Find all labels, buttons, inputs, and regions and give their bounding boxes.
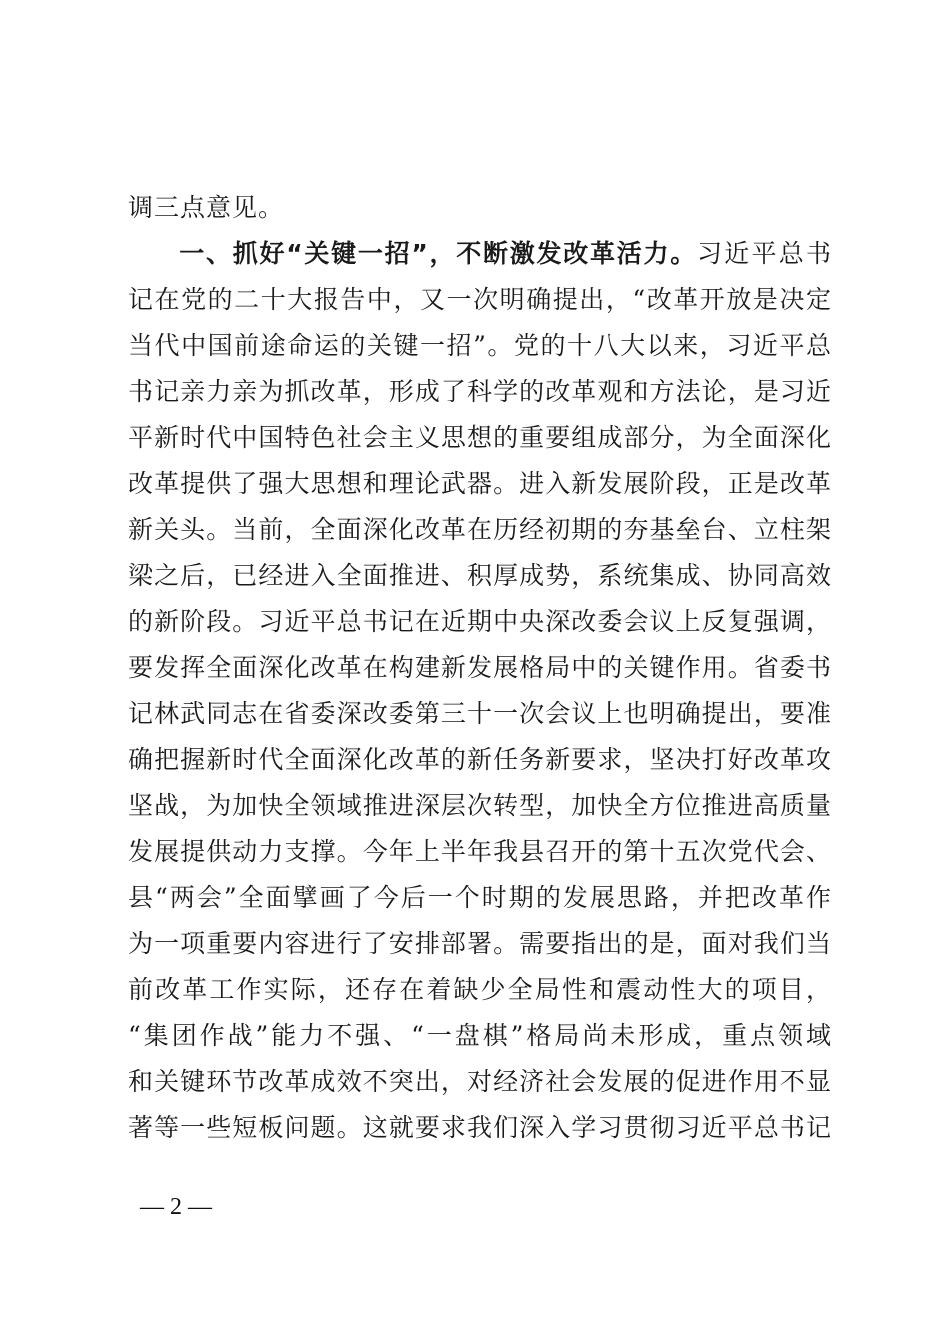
text-line: 当代中国前途命运的关键一招”。党的十八大以来，习近平总 [128,331,832,360]
text-line: 平新时代中国特色社会主义思想的重要组成部分，为全面深化 [128,423,832,452]
text-line: 和关键环节改革成效不突出，对经济社会发展的促进作用不显 [128,1067,832,1096]
page-number: — 2 — [140,1194,212,1220]
text-line: 前改革工作实际，还存在着缺少全局性和震动性大的项目， [128,975,832,1004]
text-line: “集团作战”能力不强、“一盘棋”格局尚未形成，重点领域 [128,1021,832,1050]
text-line: 确把握新时代全面深化改革的新任务新要求，坚决打好改革攻 [128,745,832,774]
text-line: 调三点意见。 [128,193,285,222]
text-line: 新关头。当前，全面深化改革在历经初期的夯基垒台、立柱架 [128,515,832,544]
text-line: 记林武同志在省委深改委第三十一次会议上也明确提出，要准 [128,699,832,728]
text-line: 著等一些短板问题。这就要求我们深入学习贯彻习近平总书记 [128,1113,832,1142]
text-line: 坚战，为加快全领域推进深层次转型，加快全方位推进高质量 [128,791,832,820]
text-line: 改革提供了强大思想和理论武器。进入新发展阶段，正是改革 [128,469,832,498]
section-heading: 一、抓好“关键一招”，不断激发改革活力。 [178,239,697,268]
section-heading-line [128,234,832,274]
text-line: 记在党的二十大报告中，又一次明确提出，“改革开放是决定 [128,285,832,314]
section-heading-tail: 习近平总书 [697,239,832,268]
text-line: 书记亲力亲为抓改革，形成了科学的改革观和方法论，是习近 [128,377,832,406]
text-line: 为一项重要内容进行了安排部署。需要指出的是，面对我们当 [128,929,832,958]
text-line: 的新阶段。习近平总书记在近期中央深改委会议上反复强调， [128,607,832,636]
text-line: 要发挥全面深化改革在构建新发展格局中的关键作用。省委书 [128,653,832,682]
text-line: 发展提供动力支撑。今年上半年我县召开的第十五次党代会、 [128,837,832,866]
text-line: 县“两会”全面擘画了今后一个时期的发展思路，并把改革作 [128,883,832,912]
text-line: 梁之后，已经进入全面推进、积厚成势，系统集成、协同高效 [128,561,832,590]
